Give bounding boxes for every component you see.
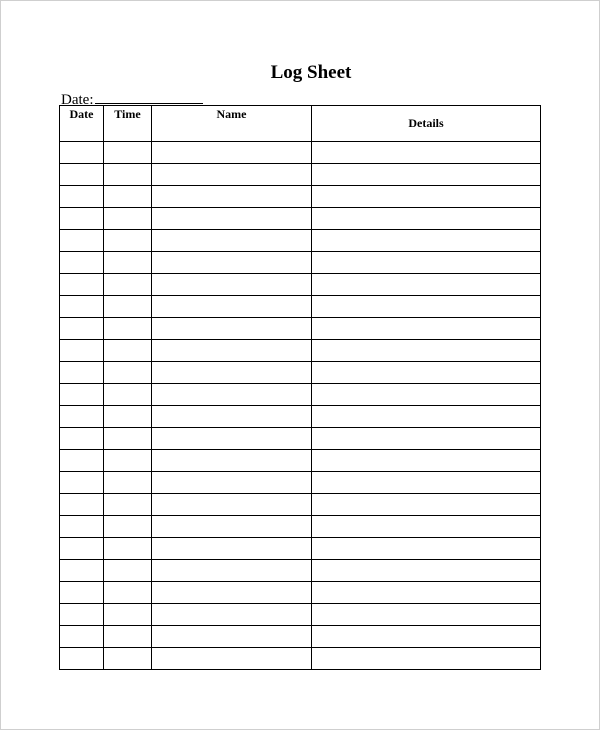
cell-name[interactable] [152,516,312,538]
cell-time[interactable] [104,648,152,670]
cell-name[interactable] [152,472,312,494]
table-row [60,648,541,670]
table-row [60,142,541,164]
table-row [60,494,541,516]
cell-date[interactable] [60,626,104,648]
cell-details[interactable] [312,208,541,230]
column-header-time: Time [104,106,152,142]
cell-name[interactable] [152,538,312,560]
cell-time[interactable] [104,604,152,626]
table-row [60,164,541,186]
table-row [60,186,541,208]
log-table-body [60,142,541,670]
table-row [60,406,541,428]
cell-name[interactable] [152,318,312,340]
cell-details[interactable] [312,296,541,318]
cell-name[interactable] [152,362,312,384]
cell-date[interactable] [60,252,104,274]
cell-time[interactable] [104,626,152,648]
cell-details[interactable] [312,318,541,340]
table-row [60,604,541,626]
table-row [60,384,541,406]
table-row [60,296,541,318]
table-row [60,582,541,604]
cell-name[interactable] [152,296,312,318]
cell-time[interactable] [104,274,152,296]
column-header-details: Details [312,106,541,142]
cell-name[interactable] [152,626,312,648]
cell-time[interactable] [104,362,152,384]
cell-time[interactable] [104,186,152,208]
table-row [60,472,541,494]
cell-details[interactable] [312,516,541,538]
cell-details[interactable] [312,164,541,186]
cell-name[interactable] [152,384,312,406]
cell-time[interactable] [104,318,152,340]
cell-name[interactable] [152,494,312,516]
cell-date[interactable] [60,340,104,362]
cell-time[interactable] [104,296,152,318]
cell-name[interactable] [152,648,312,670]
cell-name[interactable] [152,450,312,472]
date-label: Date: [61,92,94,108]
table-row [60,362,541,384]
table-row [60,208,541,230]
column-header-name: Name [152,106,312,142]
table-row [60,428,541,450]
cell-details[interactable] [312,186,541,208]
table-row [60,274,541,296]
cell-name[interactable] [152,230,312,252]
cell-details[interactable] [312,604,541,626]
cell-date[interactable] [60,450,104,472]
cell-date[interactable] [60,582,104,604]
cell-date[interactable] [60,406,104,428]
cell-name[interactable] [152,604,312,626]
cell-date[interactable] [60,604,104,626]
cell-time[interactable] [104,406,152,428]
cell-date[interactable] [60,318,104,340]
cell-name[interactable] [152,428,312,450]
cell-time[interactable] [104,340,152,362]
cell-details[interactable] [312,252,541,274]
cell-name[interactable] [152,274,312,296]
cell-name[interactable] [152,340,312,362]
cell-time[interactable] [104,142,152,164]
cell-time[interactable] [104,164,152,186]
column-header-date: Date [60,106,104,142]
cell-name[interactable] [152,164,312,186]
cell-date[interactable] [60,296,104,318]
cell-date[interactable] [60,516,104,538]
cell-date[interactable] [60,164,104,186]
cell-date[interactable] [60,538,104,560]
cell-time[interactable] [104,252,152,274]
cell-time[interactable] [104,516,152,538]
table-row [60,318,541,340]
cell-details[interactable] [312,560,541,582]
cell-time[interactable] [104,428,152,450]
cell-details[interactable] [312,362,541,384]
cell-details[interactable] [312,274,541,296]
cell-time[interactable] [104,494,152,516]
table-row [60,450,541,472]
cell-name[interactable] [152,186,312,208]
table-row [60,516,541,538]
cell-details[interactable] [312,142,541,164]
cell-time[interactable] [104,560,152,582]
table-row [60,340,541,362]
cell-name[interactable] [152,582,312,604]
cell-date[interactable] [60,362,104,384]
cell-time[interactable] [104,472,152,494]
cell-name[interactable] [152,560,312,582]
date-blank-line [95,89,203,104]
cell-details[interactable] [312,582,541,604]
table-header-row [60,106,541,142]
cell-time[interactable] [104,582,152,604]
cell-date[interactable] [60,208,104,230]
cell-time[interactable] [104,538,152,560]
cell-details[interactable] [312,340,541,362]
cell-time[interactable] [104,384,152,406]
cell-date[interactable] [60,472,104,494]
cell-details[interactable] [312,406,541,428]
table-row [60,538,541,560]
table-row [60,252,541,274]
table-row [60,230,541,252]
page-title: Log Sheet [270,62,352,83]
table-row [60,626,541,648]
cell-date[interactable] [60,428,104,450]
cell-time[interactable] [104,450,152,472]
cell-details[interactable] [312,230,541,252]
cell-date[interactable] [60,230,104,252]
cell-details[interactable] [312,472,541,494]
cell-details[interactable] [312,384,541,406]
cell-time[interactable] [104,230,152,252]
cell-details[interactable] [312,648,541,670]
cell-name[interactable] [152,252,312,274]
cell-details[interactable] [312,450,541,472]
cell-details[interactable] [312,538,541,560]
cell-time[interactable] [104,208,152,230]
cell-date[interactable] [60,648,104,670]
cell-date[interactable] [60,186,104,208]
cell-name[interactable] [152,208,312,230]
cell-date[interactable] [60,494,104,516]
cell-name[interactable] [152,406,312,428]
cell-details[interactable] [312,626,541,648]
cell-date[interactable] [60,142,104,164]
cell-name[interactable] [152,142,312,164]
table-row [60,560,541,582]
cell-details[interactable] [312,428,541,450]
log-table [59,105,541,670]
cell-date[interactable] [60,274,104,296]
cell-date[interactable] [60,384,104,406]
cell-details[interactable] [312,494,541,516]
cell-date[interactable] [60,560,104,582]
